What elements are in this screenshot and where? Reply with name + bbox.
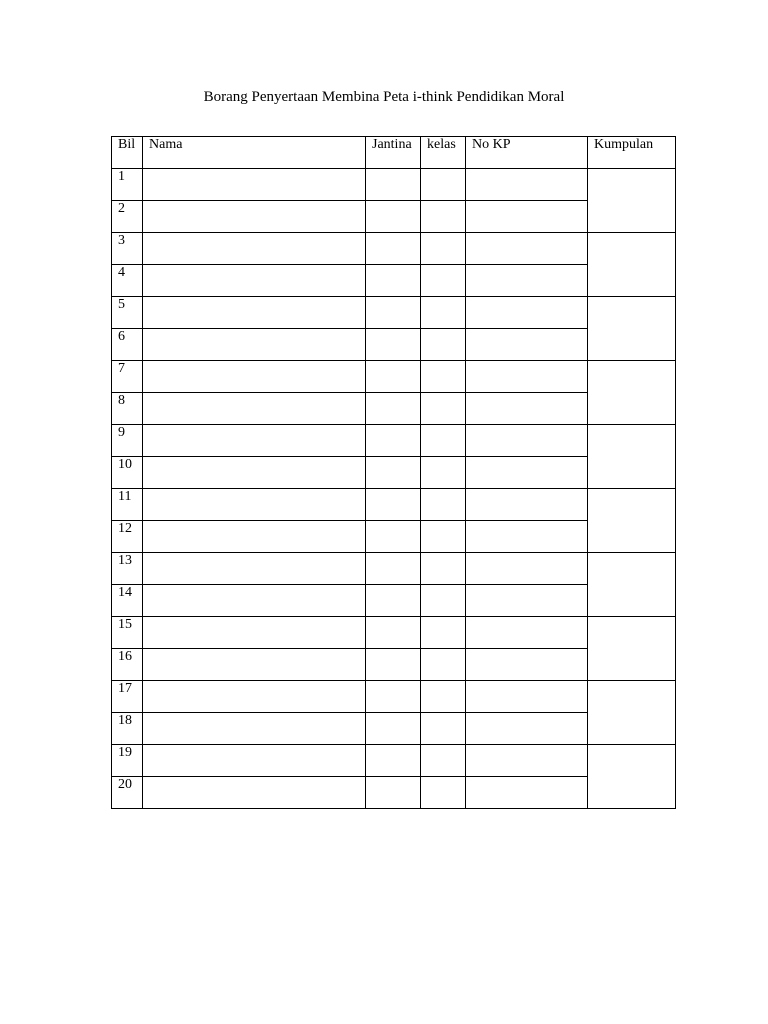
kelas-cell[interactable] — [421, 297, 466, 329]
nama-cell[interactable] — [143, 777, 366, 809]
no-kp-cell[interactable] — [466, 745, 588, 777]
kumpulan-cell[interactable] — [588, 361, 676, 425]
table-row — [112, 681, 676, 713]
table-header-row — [112, 137, 676, 169]
row-number: 2 — [118, 201, 125, 216]
nama-cell[interactable] — [143, 329, 366, 361]
bil-cell — [112, 617, 143, 649]
kelas-cell[interactable] — [421, 777, 466, 809]
nama-cell[interactable] — [143, 649, 366, 681]
row-number: 14 — [118, 585, 132, 600]
table-row — [112, 233, 676, 265]
no-kp-cell[interactable] — [466, 617, 588, 649]
row-number: 17 — [118, 681, 132, 696]
kumpulan-cell[interactable] — [588, 745, 676, 809]
nama-cell[interactable] — [143, 233, 366, 265]
nama-cell[interactable] — [143, 553, 366, 585]
bil-cell — [112, 457, 143, 489]
no-kp-cell[interactable] — [466, 457, 588, 489]
kelas-cell[interactable] — [421, 489, 466, 521]
kelas-cell[interactable] — [421, 233, 466, 265]
table-row — [112, 425, 676, 457]
nama-cell[interactable] — [143, 617, 366, 649]
kelas-cell[interactable] — [421, 201, 466, 233]
table-row — [112, 169, 676, 201]
nama-cell[interactable] — [143, 425, 366, 457]
kelas-cell[interactable] — [421, 361, 466, 393]
table-row — [112, 361, 676, 393]
bil-cell — [112, 713, 143, 745]
row-number: 10 — [118, 457, 132, 472]
nama-cell[interactable] — [143, 201, 366, 233]
kumpulan-cell[interactable] — [588, 425, 676, 489]
row-number: 11 — [118, 489, 132, 504]
row-number: 12 — [118, 521, 132, 536]
bil-cell — [112, 169, 143, 201]
header-jantina — [366, 137, 421, 169]
row-number: 4 — [118, 265, 125, 280]
nama-cell[interactable] — [143, 681, 366, 713]
kumpulan-cell[interactable] — [588, 489, 676, 553]
no-kp-cell[interactable] — [466, 169, 588, 201]
bil-cell — [112, 649, 143, 681]
bil-cell — [112, 521, 143, 553]
table-row — [112, 297, 676, 329]
bil-cell — [112, 553, 143, 585]
header-bil-label: Bil — [118, 137, 136, 152]
header-kelas-label: kelas — [427, 137, 456, 152]
nama-cell[interactable] — [143, 265, 366, 297]
row-number: 13 — [118, 553, 132, 568]
bil-cell — [112, 361, 143, 393]
row-number: 5 — [118, 297, 125, 312]
kelas-cell[interactable] — [421, 745, 466, 777]
kelas-cell[interactable] — [421, 585, 466, 617]
kelas-cell[interactable] — [421, 617, 466, 649]
bil-cell — [112, 489, 143, 521]
header-kumpulan-label: Kumpulan — [594, 137, 654, 152]
no-kp-cell[interactable] — [466, 713, 588, 745]
table-row — [112, 617, 676, 649]
row-number: 3 — [118, 233, 125, 248]
bil-cell — [112, 233, 143, 265]
table-row — [112, 745, 676, 777]
no-kp-cell[interactable] — [466, 233, 588, 265]
bil-cell — [112, 329, 143, 361]
kelas-cell[interactable] — [421, 521, 466, 553]
row-number: 6 — [118, 329, 125, 344]
jantina-cell[interactable] — [366, 777, 421, 809]
row-number: 8 — [118, 393, 125, 408]
no-kp-cell[interactable] — [466, 585, 588, 617]
jantina-cell[interactable] — [366, 521, 421, 553]
kelas-cell[interactable] — [421, 329, 466, 361]
table-row — [112, 489, 676, 521]
jantina-cell[interactable] — [366, 457, 421, 489]
kumpulan-cell[interactable] — [588, 617, 676, 681]
kumpulan-cell[interactable] — [588, 233, 676, 297]
kumpulan-cell[interactable] — [588, 553, 676, 617]
kelas-cell[interactable] — [421, 425, 466, 457]
jantina-cell[interactable] — [366, 297, 421, 329]
kelas-cell[interactable] — [421, 713, 466, 745]
header-nama-label: Nama — [149, 137, 183, 152]
jantina-cell[interactable] — [366, 233, 421, 265]
participation-form-table — [111, 136, 676, 809]
nama-cell[interactable] — [143, 361, 366, 393]
row-number: 15 — [118, 617, 132, 632]
header-kelas — [421, 137, 466, 169]
jantina-cell[interactable] — [366, 585, 421, 617]
no-kp-cell[interactable] — [466, 553, 588, 585]
no-kp-cell[interactable] — [466, 361, 588, 393]
header-kumpulan — [588, 137, 676, 169]
bil-cell — [112, 297, 143, 329]
bil-cell — [112, 393, 143, 425]
jantina-cell[interactable] — [366, 489, 421, 521]
row-number: 9 — [118, 425, 125, 440]
kelas-cell[interactable] — [421, 265, 466, 297]
no-kp-cell[interactable] — [466, 681, 588, 713]
jantina-cell[interactable] — [366, 713, 421, 745]
nama-cell[interactable] — [143, 297, 366, 329]
no-kp-cell[interactable] — [466, 425, 588, 457]
row-number: 19 — [118, 745, 132, 760]
jantina-cell[interactable] — [366, 393, 421, 425]
header-nama — [143, 137, 366, 169]
no-kp-cell[interactable] — [466, 489, 588, 521]
no-kp-cell[interactable] — [466, 521, 588, 553]
kelas-cell[interactable] — [421, 393, 466, 425]
row-number: 7 — [118, 361, 125, 376]
bil-cell — [112, 265, 143, 297]
no-kp-cell[interactable] — [466, 649, 588, 681]
jantina-cell[interactable] — [366, 681, 421, 713]
kumpulan-cell[interactable] — [588, 681, 676, 745]
kumpulan-cell[interactable] — [588, 169, 676, 233]
jantina-cell[interactable] — [366, 745, 421, 777]
nama-cell[interactable] — [143, 393, 366, 425]
bil-cell — [112, 585, 143, 617]
page-title: Borang Penyertaan Membina Peta i-think Pendidikan Moral — [203, 89, 565, 105]
bil-cell — [112, 425, 143, 457]
row-number: 1 — [118, 169, 125, 184]
header-no-kp — [466, 137, 588, 169]
kelas-cell[interactable] — [421, 649, 466, 681]
kumpulan-cell[interactable] — [588, 297, 676, 361]
kelas-cell[interactable] — [421, 681, 466, 713]
nama-cell[interactable] — [143, 745, 366, 777]
jantina-cell[interactable] — [366, 169, 421, 201]
jantina-cell[interactable] — [366, 553, 421, 585]
bil-cell — [112, 201, 143, 233]
nama-cell[interactable] — [143, 521, 366, 553]
bil-cell — [112, 745, 143, 777]
no-kp-cell[interactable] — [466, 265, 588, 297]
row-number: 18 — [118, 713, 132, 728]
nama-cell[interactable] — [143, 457, 366, 489]
kelas-cell[interactable] — [421, 169, 466, 201]
header-jantina-label: Jantina — [372, 137, 412, 152]
jantina-cell[interactable] — [366, 649, 421, 681]
row-number: 16 — [118, 649, 132, 664]
jantina-cell[interactable] — [366, 329, 421, 361]
header-no-kp-label: No KP — [472, 137, 511, 152]
jantina-cell[interactable] — [366, 425, 421, 457]
no-kp-cell[interactable] — [466, 777, 588, 809]
no-kp-cell[interactable] — [466, 329, 588, 361]
jantina-cell[interactable] — [366, 361, 421, 393]
jantina-cell[interactable] — [366, 201, 421, 233]
header-bil — [112, 137, 143, 169]
row-number: 20 — [118, 777, 132, 792]
jantina-cell[interactable] — [366, 265, 421, 297]
no-kp-cell[interactable] — [466, 201, 588, 233]
kelas-cell[interactable] — [421, 553, 466, 585]
no-kp-cell[interactable] — [466, 393, 588, 425]
jantina-cell[interactable] — [366, 617, 421, 649]
nama-cell[interactable] — [143, 489, 366, 521]
no-kp-cell[interactable] — [466, 297, 588, 329]
bil-cell — [112, 777, 143, 809]
table-row — [112, 553, 676, 585]
kelas-cell[interactable] — [421, 457, 466, 489]
nama-cell[interactable] — [143, 713, 366, 745]
nama-cell[interactable] — [143, 169, 366, 201]
bil-cell — [112, 681, 143, 713]
nama-cell[interactable] — [143, 585, 366, 617]
